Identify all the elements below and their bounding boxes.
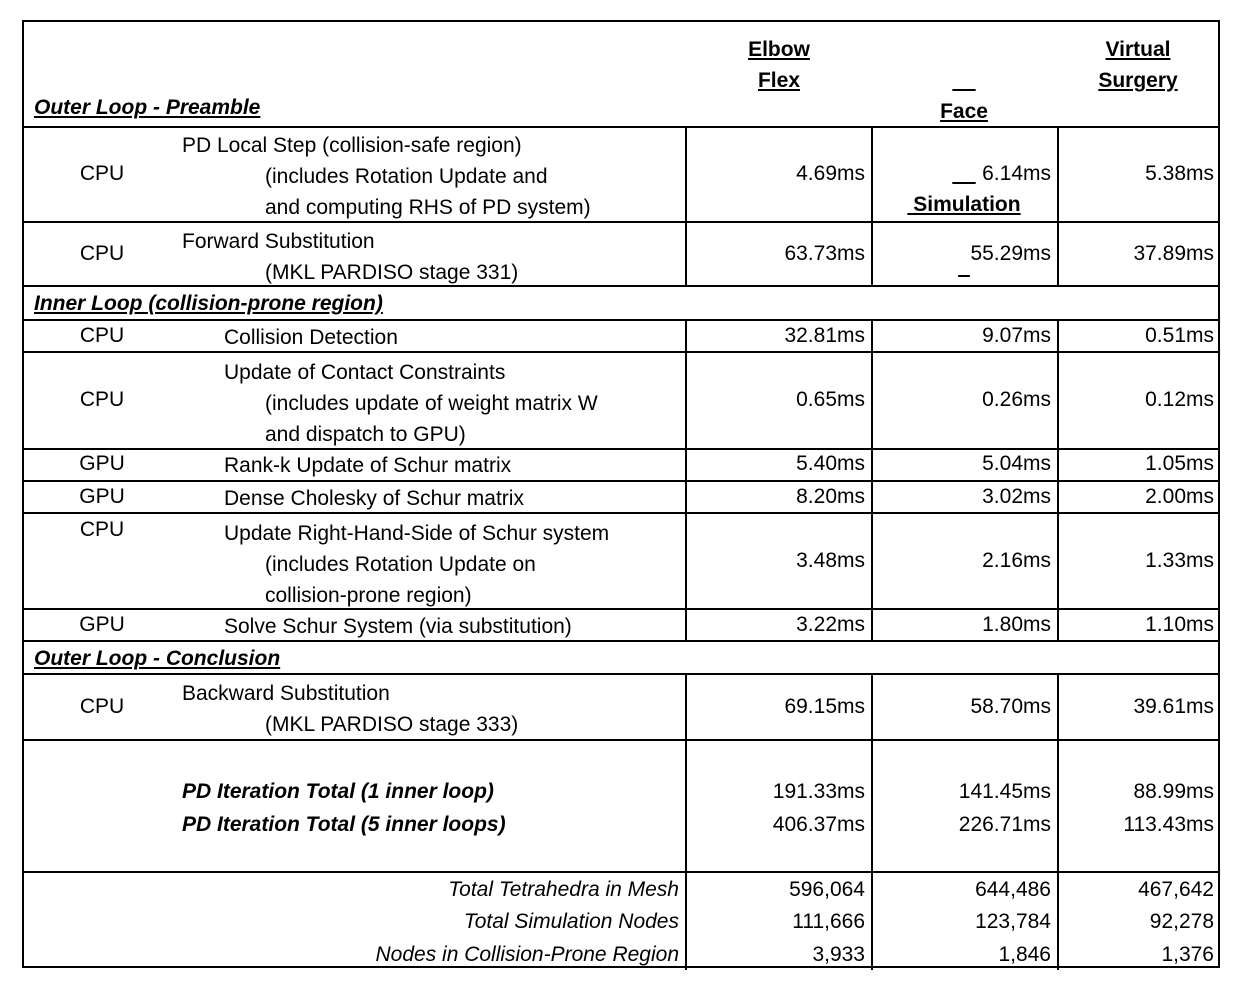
stat-face-simulation: 644,486 (975, 878, 1051, 901)
task-label: Update of Contact Constraints (224, 361, 506, 384)
row-divider (24, 285, 1220, 287)
task-label: Forward Substitution (182, 230, 375, 253)
value-elbow-flex: 5.40ms (796, 452, 865, 475)
value-face-simulation: 3.02ms (982, 485, 1051, 508)
value-elbow-flex: 8.20ms (796, 485, 865, 508)
stat-face-simulation: 123,784 (975, 910, 1051, 933)
column-header-line: Simulation (907, 193, 1021, 216)
value-face-simulation: 5.04ms (982, 452, 1051, 475)
value-face-simulation: 58.70ms (970, 695, 1051, 718)
task-label: Rank-k Update of Schur matrix (224, 454, 512, 477)
task-label: Update Right-Hand-Side of Schur system (224, 522, 610, 545)
device-label: CPU (79, 388, 125, 411)
total-face-simulation: 226.71ms (958, 813, 1051, 836)
task-detail: collision-prone region) (265, 584, 472, 607)
column-header-elbow-flex (709, 34, 849, 96)
stat-label: Total Tetrahedra in Mesh (448, 878, 679, 901)
value-face-simulation: 0.26ms (982, 388, 1051, 411)
stat-elbow-flex: 111,666 (792, 910, 865, 933)
task-detail: (includes update of weight matrix W (265, 392, 598, 415)
column-header-line: Surgery (1098, 69, 1178, 92)
task-detail: and dispatch to GPU) (265, 423, 466, 446)
stat-face-simulation: 1,846 (998, 943, 1051, 966)
total-virtual-surgery: 88.99ms (1133, 780, 1214, 803)
total-virtual-surgery: 113.43ms (1123, 813, 1214, 836)
column-header-line: Flex (757, 69, 801, 92)
task-label: Solve Schur System (via substitution) (224, 615, 572, 638)
column-divider (871, 319, 873, 640)
value-virtual-surgery: 37.89ms (1133, 242, 1214, 265)
value-virtual-surgery: 1.10ms (1145, 613, 1214, 636)
task-detail: (MKL PARDISO stage 331) (265, 261, 519, 284)
value-virtual-surgery: 2.00ms (1145, 485, 1214, 508)
device-label: GPU (79, 452, 125, 475)
task-label: PD Local Step (collision-safe region) (182, 134, 522, 157)
row-divider (24, 126, 1220, 128)
task-detail: (includes Rotation Update on (265, 553, 536, 576)
stat-virtual-surgery: 92,278 (1149, 910, 1214, 933)
value-virtual-surgery: 1.33ms (1145, 549, 1214, 572)
value-virtual-surgery: 1.05ms (1145, 452, 1214, 475)
value-virtual-surgery: 0.12ms (1145, 388, 1214, 411)
row-divider (24, 871, 1220, 873)
total-label: PD Iteration Total (5 inner loops) (182, 813, 506, 836)
timing-table (22, 20, 1220, 968)
value-elbow-flex: 3.22ms (796, 613, 865, 636)
value-virtual-surgery: 5.38ms (1145, 162, 1214, 185)
row-divider (24, 221, 1220, 223)
value-elbow-flex: 32.81ms (784, 324, 865, 347)
total-elbow-flex: 406.37ms (772, 813, 865, 836)
value-elbow-flex: 63.73ms (784, 242, 865, 265)
row-divider (24, 640, 1220, 642)
total-elbow-flex: 191.33ms (772, 780, 865, 803)
row-divider (24, 512, 1220, 514)
stat-virtual-surgery: 1,376 (1161, 943, 1214, 966)
value-face-simulation: 9.07ms (982, 324, 1051, 347)
row-divider (24, 351, 1220, 353)
task-label: Collision Detection (224, 326, 398, 349)
value-elbow-flex: 0.65ms (796, 388, 865, 411)
value-elbow-flex: 3.48ms (796, 549, 865, 572)
column-header-line: Elbow (748, 38, 810, 61)
total-label: PD Iteration Total (1 inner loop) (182, 780, 494, 803)
value-elbow-flex: 4.69ms (796, 162, 865, 185)
section-inner-loop: Inner Loop (collision-prone region) (34, 292, 383, 315)
column-divider (685, 319, 687, 640)
column-header-line: Face (940, 100, 988, 123)
section-outer-loop-conclusion: Outer Loop - Conclusion (34, 647, 281, 670)
task-detail: (MKL PARDISO stage 333) (265, 713, 519, 736)
value-virtual-surgery: 0.51ms (1145, 324, 1214, 347)
stat-virtual-surgery: 467,642 (1138, 878, 1214, 901)
row-divider (24, 739, 1220, 741)
section-outer-loop-preamble: Outer Loop - Preamble (34, 96, 261, 119)
value-face-simulation: 2.16ms (982, 549, 1051, 572)
device-label: CPU (79, 695, 125, 718)
value-face-simulation: 6.14ms (982, 162, 1051, 185)
value-elbow-flex: 69.15ms (784, 695, 865, 718)
value-face-simulation: 1.80ms (982, 613, 1051, 636)
column-divider (1057, 319, 1059, 640)
value-virtual-surgery: 39.61ms (1133, 695, 1214, 718)
device-label: CPU (79, 324, 125, 347)
task-label: Dense Cholesky of Schur matrix (224, 487, 524, 510)
column-header-virtual-surgery (1068, 34, 1208, 96)
device-label: GPU (79, 485, 125, 508)
task-label: Backward Substitution (182, 682, 390, 705)
device-label: CPU (79, 162, 125, 185)
device-label: GPU (79, 613, 125, 636)
total-face-simulation: 141.45ms (958, 780, 1051, 803)
stat-label: Nodes in Collision-Prone Region (375, 943, 679, 966)
device-label: CPU (79, 242, 125, 265)
stat-label: Total Simulation Nodes (463, 910, 679, 933)
stat-elbow-flex: 596,064 (789, 878, 865, 901)
stat-elbow-flex: 3,933 (812, 943, 865, 966)
device-label: CPU (79, 518, 125, 541)
task-detail: and computing RHS of PD system) (265, 196, 591, 219)
column-header-line: Virtual (1105, 38, 1171, 61)
task-detail: (includes Rotation Update and (265, 165, 548, 188)
value-face-simulation: 55.29ms (970, 242, 1051, 265)
